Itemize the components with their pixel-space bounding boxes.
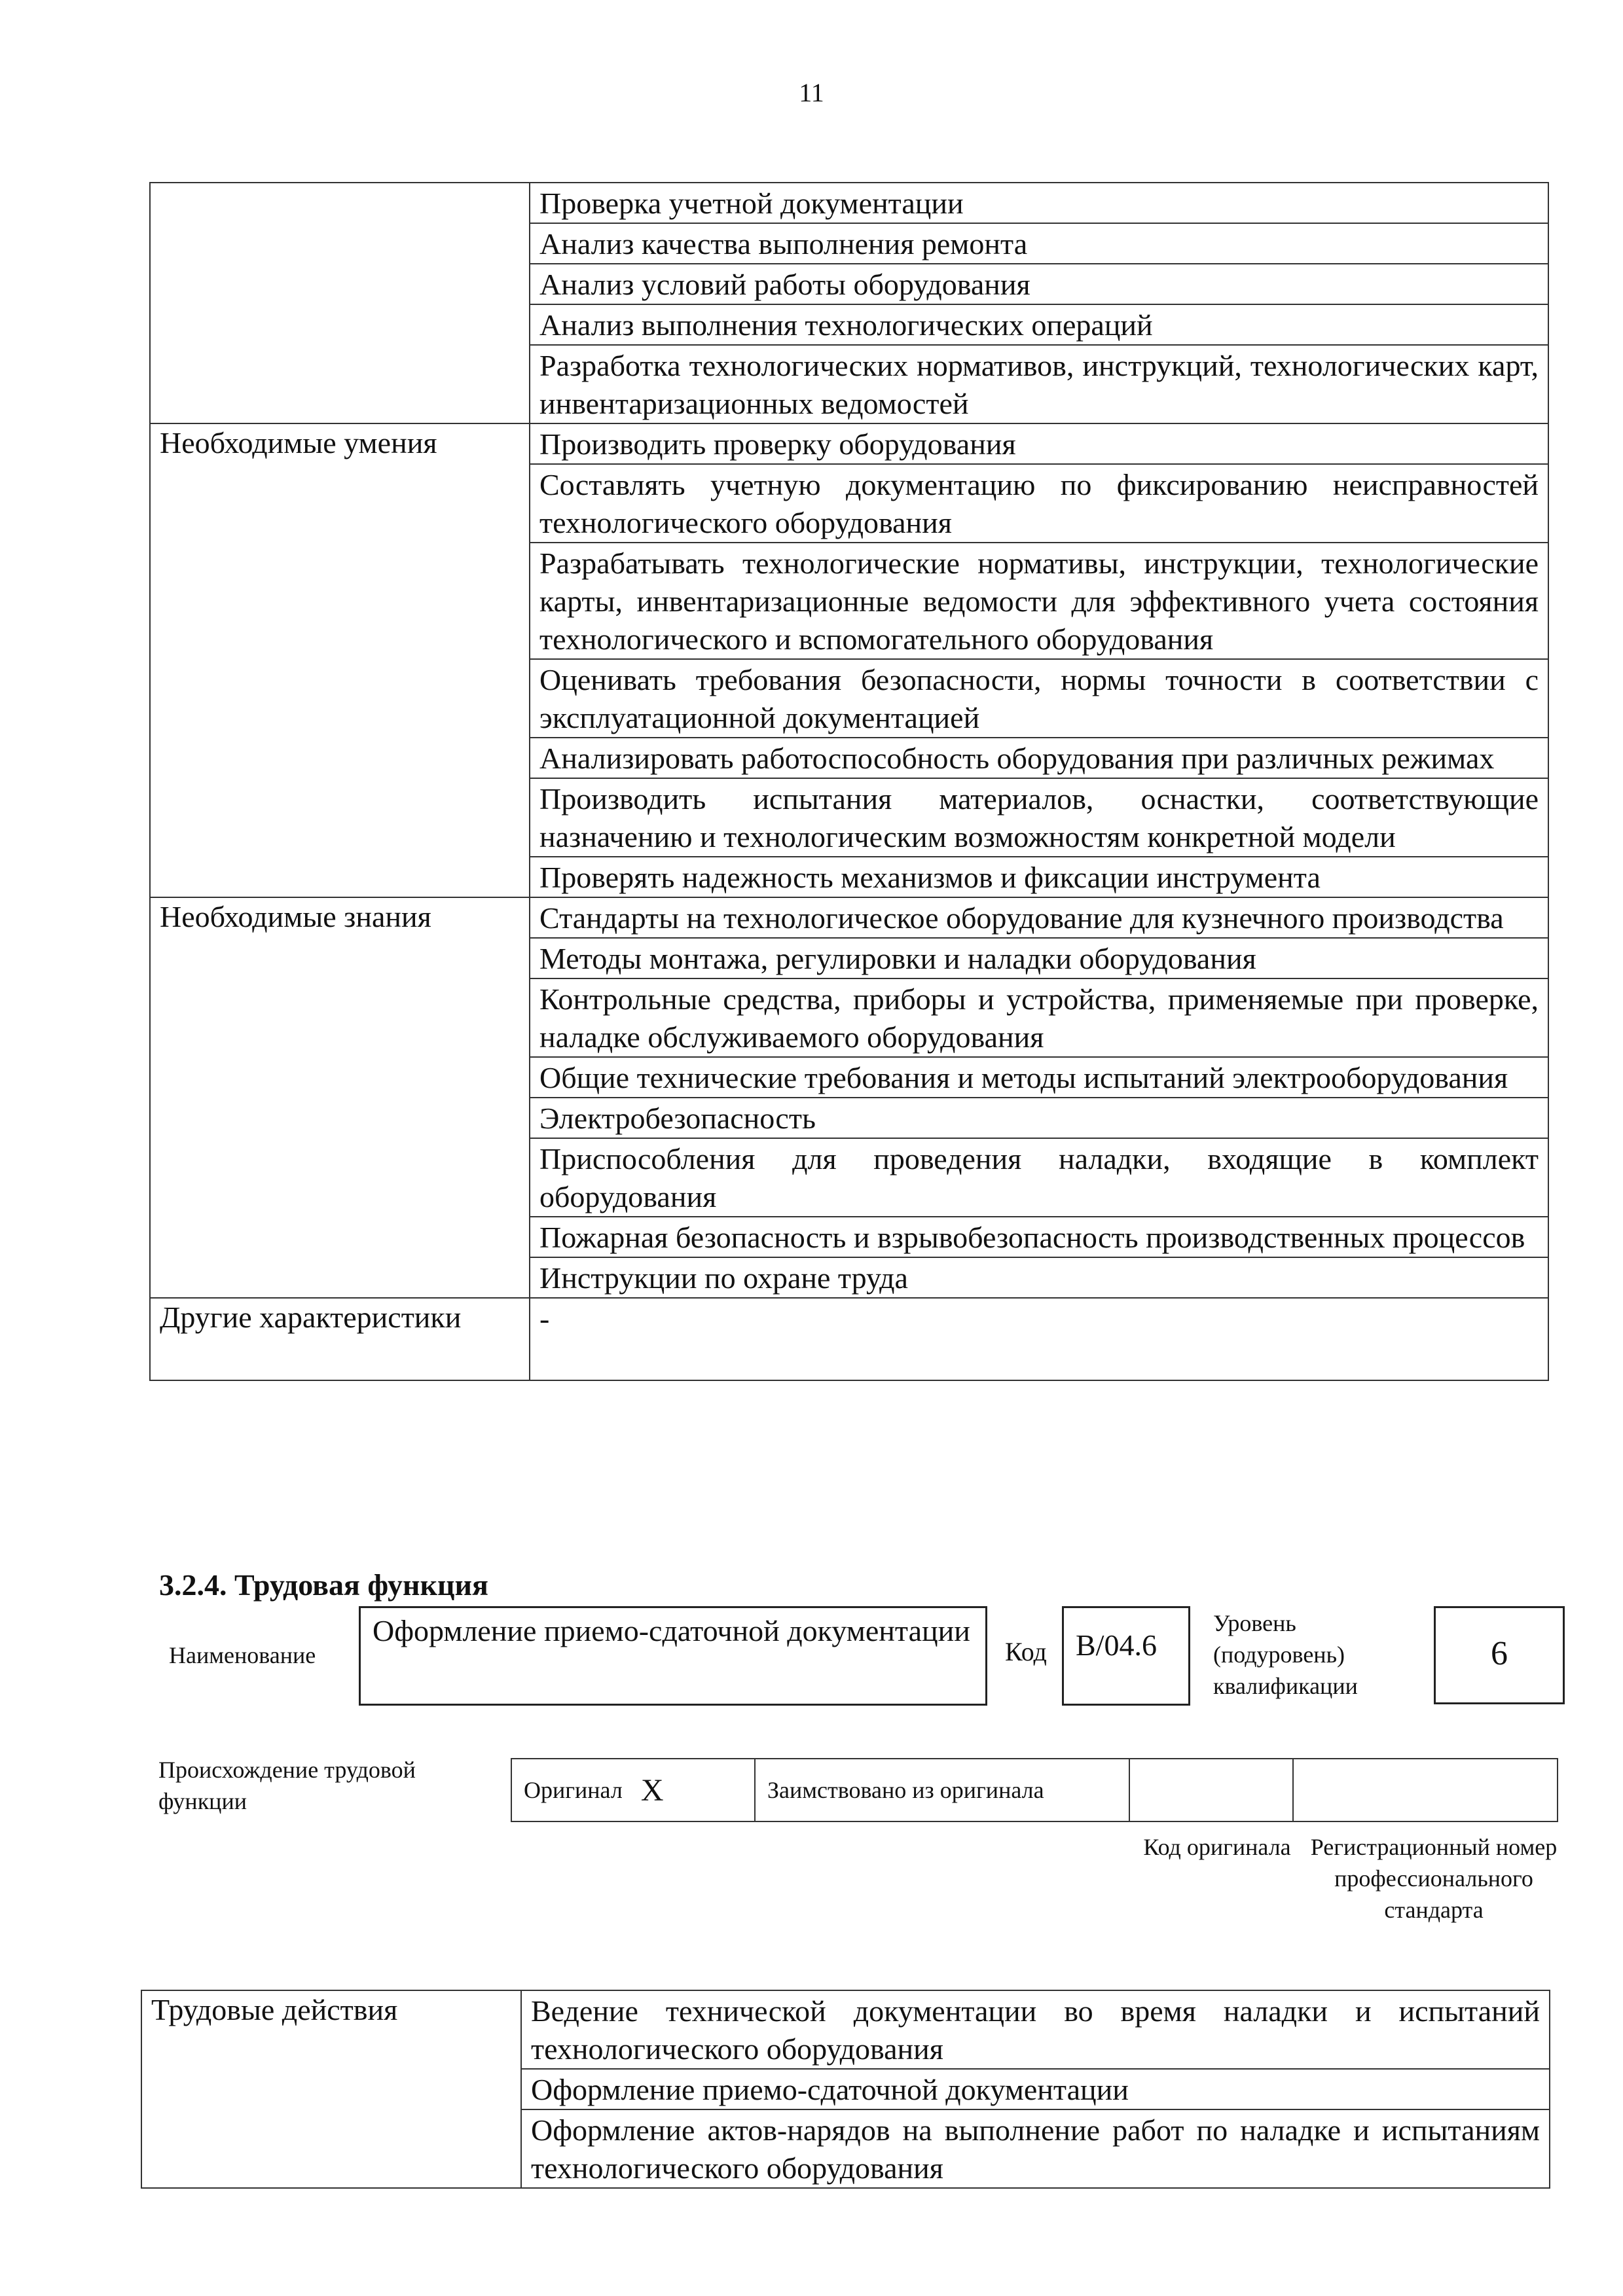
- list-item: Пожарная безопасность и взрывобезопасность производственных процессов: [530, 1217, 1548, 1257]
- reg-number-cell: [1294, 1759, 1557, 1821]
- table-row: [150, 1298, 1548, 1380]
- list-item: Разрабатывать технологические нормативы, инструкции, технологические карты, инвентаризационные ведомости для эффективного учета состояния технологического и вспомогательного оборудования: [530, 543, 1548, 659]
- code-field: B/04.6: [1062, 1606, 1190, 1706]
- list-item: Анализировать работоспособность оборудования при различных режимах: [530, 738, 1548, 778]
- list-item: Ведение технической документации во время наладки и испытаний технологического оборудования: [521, 1990, 1550, 2069]
- origin-label: Происхождение трудовой функции: [158, 1757, 416, 1814]
- table-row: [141, 1990, 1550, 2069]
- list-item: Анализ качества выполнения ремонта: [530, 223, 1548, 264]
- section-title: 3.2.4. Трудовая функция: [159, 1568, 488, 1602]
- code-original-caption: Код оригинала: [1143, 1834, 1291, 1860]
- level-label: Уровень (подуровень) квалификации: [1213, 1610, 1358, 1699]
- function-name-field: Оформление приемо-сдаточной документации: [359, 1606, 987, 1706]
- list-item: Анализ выполнения технологических операций: [530, 304, 1548, 345]
- list-item: Стандарты на технологическое оборудование для кузнечного производства: [530, 897, 1548, 938]
- list-item: Производить испытания материалов, оснастки, соответствующие назначению и технологическим возможностям конкретной модели: [530, 778, 1548, 857]
- code-original-cell: [1130, 1759, 1294, 1821]
- list-item: Общие технические требования и методы испытаний электрооборудования: [530, 1057, 1548, 1098]
- actions-label: Трудовые действия: [141, 1990, 521, 2188]
- list-item: Проверка учетной документации: [530, 183, 1548, 223]
- table-row: [150, 897, 1548, 938]
- list-item: Электробезопасность: [530, 1098, 1548, 1138]
- page-number: 11: [799, 78, 824, 107]
- knowledge-label: Необходимые знания: [150, 897, 530, 1298]
- name-label: Наименование: [169, 1642, 316, 1668]
- borrowed-label: Заимствовано из оригинала: [767, 1777, 1044, 1803]
- code-label: Код: [1005, 1637, 1047, 1666]
- list-item: Производить проверку оборудования: [530, 423, 1548, 464]
- other-characteristics-label: Другие характеристики: [150, 1298, 530, 1380]
- list-item: Разработка технологических нормативов, инструкций, технологических карт, инвентаризационных ведомостей: [530, 345, 1548, 423]
- list-item: Анализ условий работы оборудования: [530, 264, 1548, 304]
- other-characteristics-value: -: [530, 1298, 1548, 1380]
- list-item: Инструкции по охране труда: [530, 1257, 1548, 1298]
- list-item: Оформление актов-нарядов на выполнение работ по наладке и испытаниям технологического оборудования: [521, 2109, 1550, 2188]
- level-field: 6: [1434, 1606, 1565, 1704]
- list-item: Оформление приемо-сдаточной документации: [521, 2069, 1550, 2109]
- borrowed-cell: [756, 1759, 1130, 1821]
- origin-row: [511, 1758, 1558, 1822]
- labor-actions-table: [141, 1990, 1550, 2189]
- list-item: Контрольные средства, приборы и устройства, применяемые при проверке, наладке обслуживаемого оборудования: [530, 978, 1548, 1057]
- row-label-empty: [150, 183, 530, 423]
- skills-label: Необходимые умения: [150, 423, 530, 897]
- list-item: Составлять учетную документацию по фиксированию неисправностей технологического оборудования: [530, 464, 1548, 543]
- reg-number-caption: Регистрационный номер профессионального стандарта: [1310, 1834, 1558, 1923]
- list-item: Оценивать требования безопасности, нормы точности в соответствии с эксплуатационной документацией: [530, 659, 1548, 738]
- original-mark: X: [640, 1772, 664, 1808]
- function-requirements-table: [149, 182, 1549, 1381]
- original-cell: [512, 1759, 756, 1821]
- table-row: [150, 183, 1548, 223]
- list-item: Приспособления для проведения наладки, входящие в комплект оборудования: [530, 1138, 1548, 1217]
- table-row: [150, 423, 1548, 464]
- list-item: Методы монтажа, регулировки и наладки оборудования: [530, 938, 1548, 978]
- original-label: Оригинал: [524, 1777, 623, 1803]
- list-item: Проверять надежность механизмов и фиксации инструмента: [530, 857, 1548, 897]
